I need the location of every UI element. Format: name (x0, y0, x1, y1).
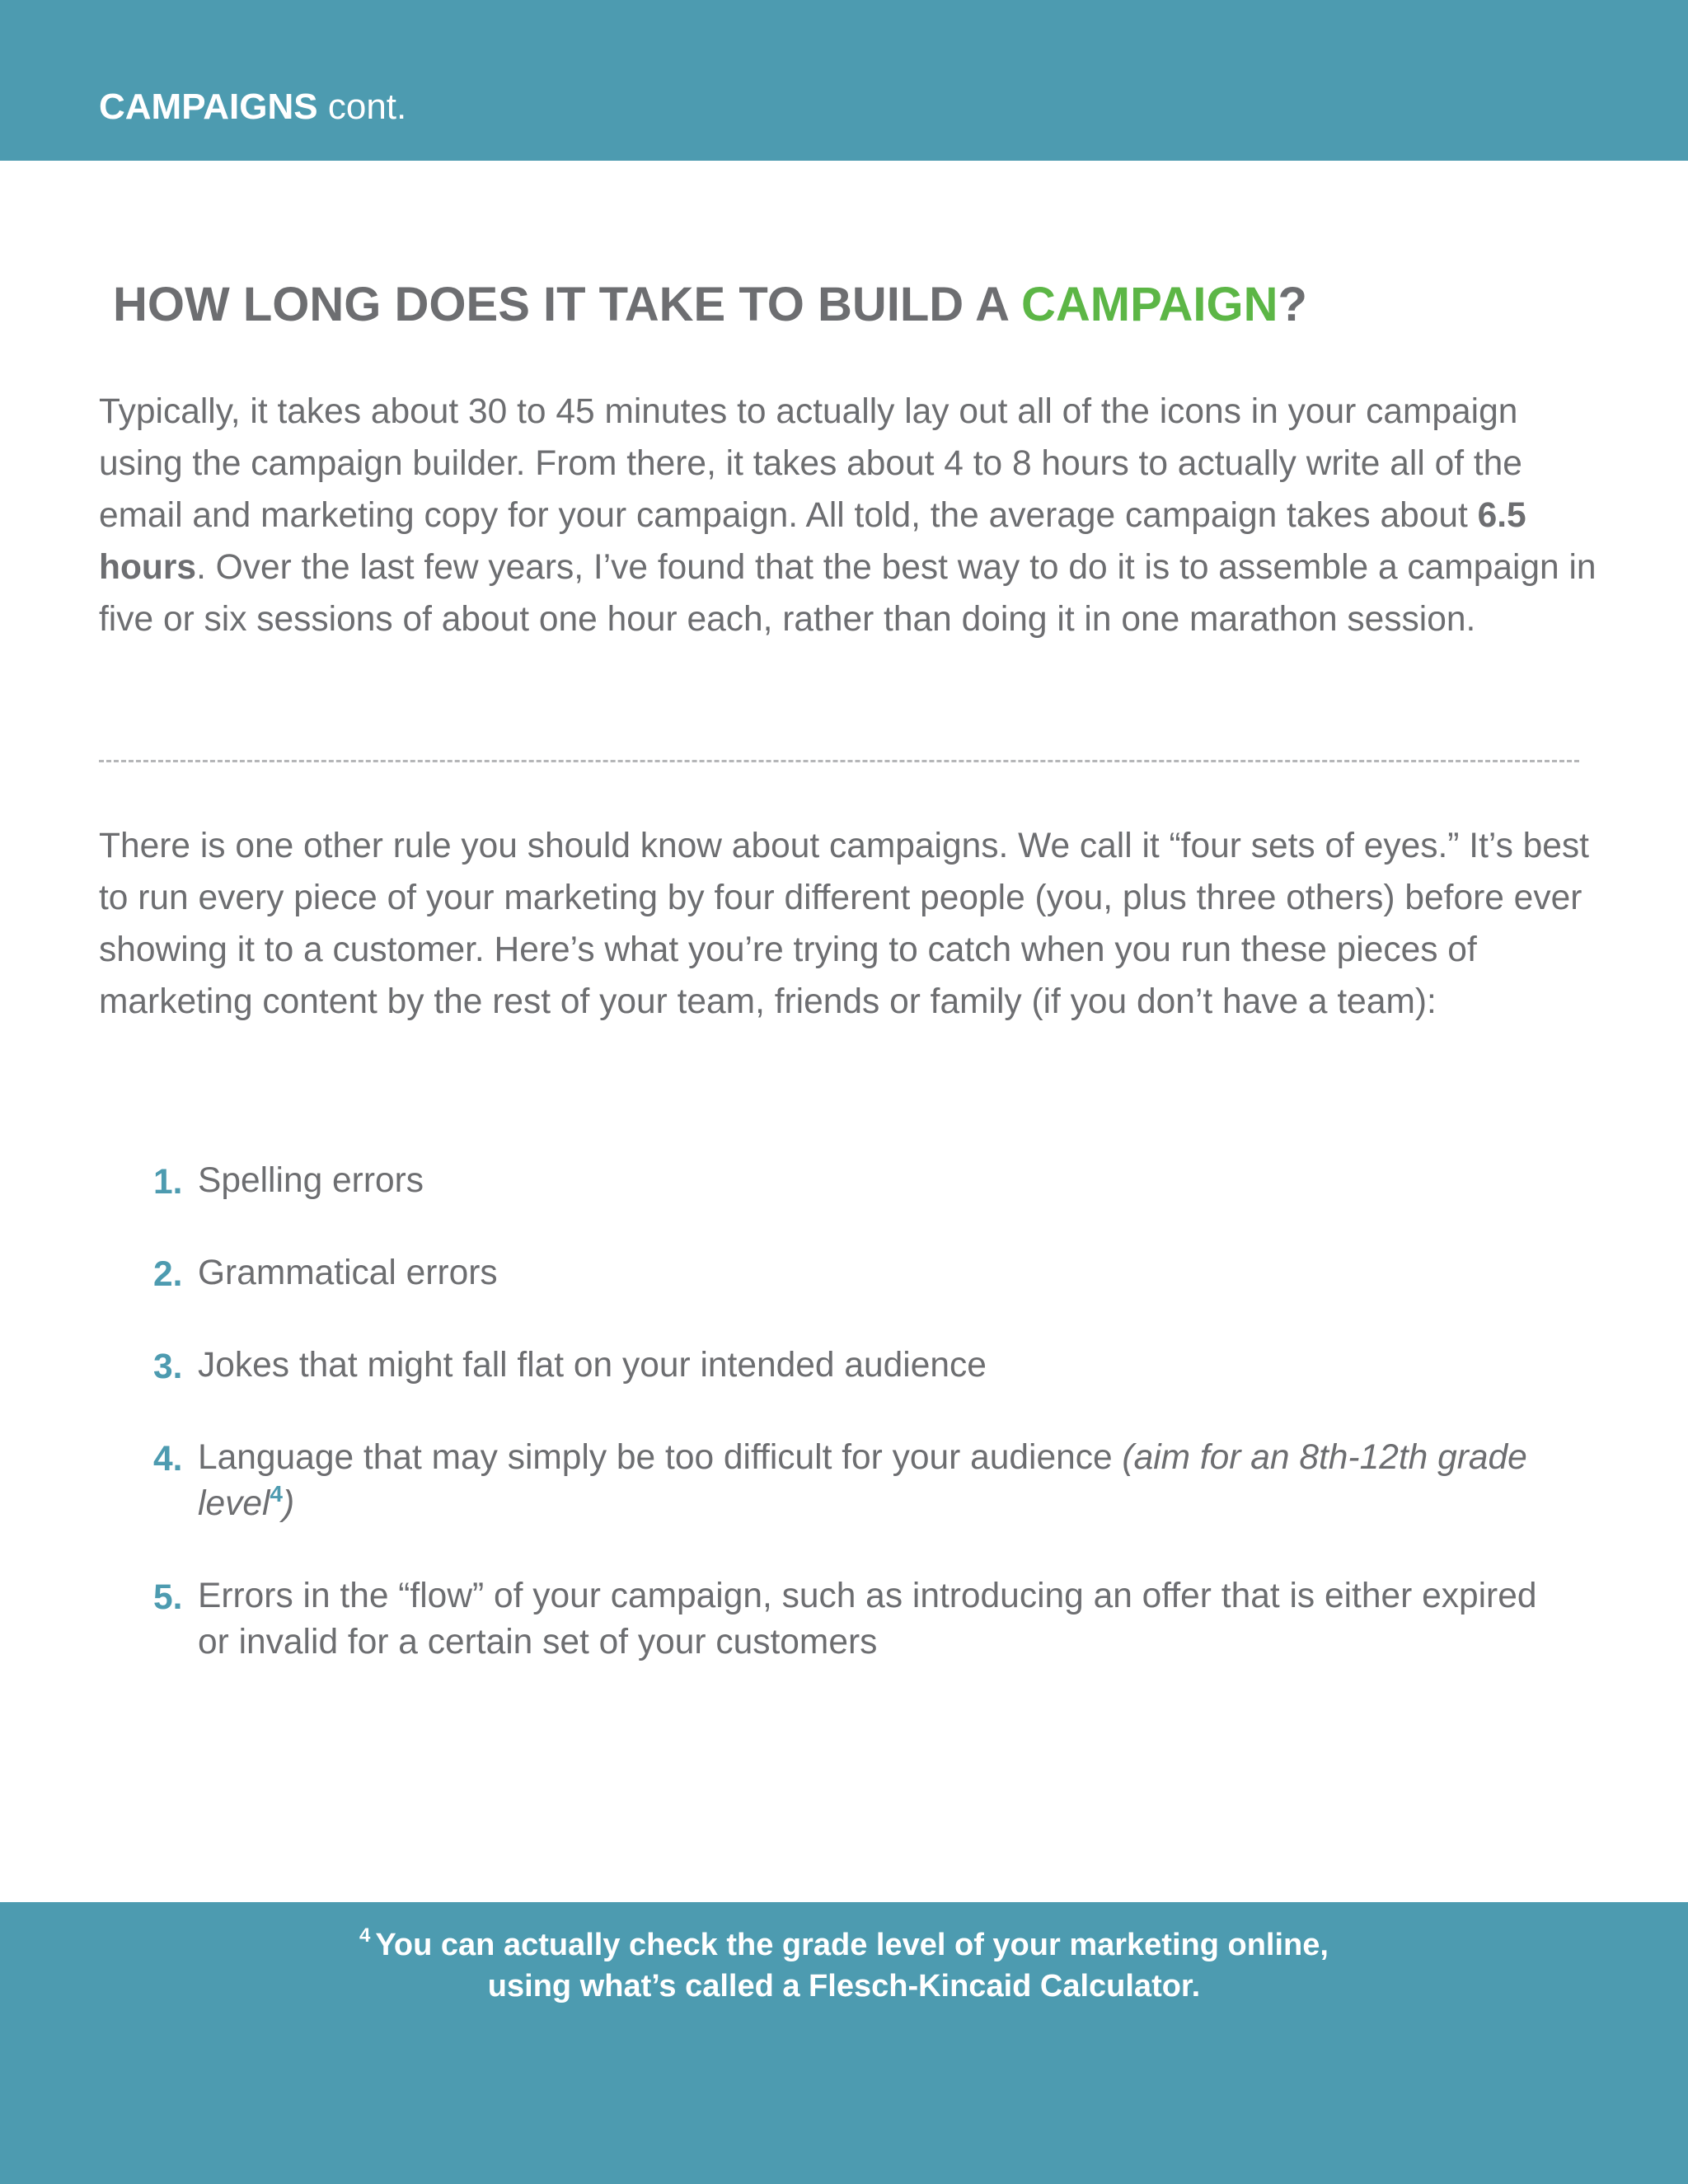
list-number: 5. (153, 1578, 183, 1617)
list-number: 3. (153, 1347, 183, 1386)
list-item (153, 1573, 1554, 1666)
footnote (0, 1924, 1688, 2007)
section-header (99, 80, 406, 134)
footnote-mark: 4 (359, 1924, 371, 1947)
list-number: 1. (153, 1163, 183, 1202)
intro-highlight: 6.5 hours (99, 496, 1526, 587)
list-item (153, 1250, 1554, 1296)
footnote-text-1: You can actually check the grade level of your marketing online, (375, 1928, 1329, 1962)
list-aside-close: ) (283, 1484, 295, 1523)
list-text: Grammatical errors (198, 1254, 498, 1292)
list-text: Language that may simply be too difficult for your audience (198, 1438, 1123, 1477)
section-header-strong: CAMPAIGNS (99, 87, 318, 127)
list-item (153, 1158, 1554, 1204)
list-text: Errors in the “flow” of your campaign, such as introducing an offer that is either expired or invalid for a certain set of your customers (198, 1577, 1537, 1661)
dashed-divider (99, 760, 1579, 762)
section-header-rest: cont. (317, 87, 407, 127)
page-title-main: HOW LONG DOES IT TAKE TO BUILD A (113, 278, 1021, 331)
list-item (153, 1343, 1554, 1389)
page-title-accent: CAMPAIGN (1020, 278, 1278, 331)
intro-text-end: . Over the last few years, I’ve found that the best way to do it is to assemble a campaign in five or six sessions of about one hour each, rather than doing it in one marathon session. (99, 548, 1597, 639)
page-title-end: ? (1278, 278, 1307, 331)
footnote-text-2: using what’s called a Flesch-Kincaid Calculator. (487, 1969, 1201, 2004)
footnote-line-1 (0, 1924, 1688, 1966)
list-aside-text: (aim for an 8th-12th grade level (198, 1438, 1527, 1523)
list-number: 2. (153, 1255, 183, 1294)
list-text: Jokes that might fall flat on your intended audience (198, 1346, 987, 1385)
page-title (113, 272, 1597, 338)
list-item (153, 1435, 1554, 1527)
intro-text-start: Typically, it takes about 30 to 45 minutes to actually lay out all of the icons in your campaign using the campaign builder. From there, it takes about 4 to 8 hours to actually write all of the email and marketing copy for your campaign. All told, the average campaign takes about (99, 392, 1522, 535)
footnote-reference[interactable]: 4 (270, 1481, 283, 1507)
list-text: Spelling errors (198, 1161, 424, 1200)
checklist (153, 1158, 1554, 1712)
list-number: 4. (153, 1440, 183, 1479)
rule-paragraph: There is one other rule you should know about campaigns. We call it “four sets of eyes.” It’s best to run every piece of your marketing by four different people (you, plus three others) before ever showing it to a customer. Here’s what you’re trying to catch when you run these pieces of marketing content by the rest of your team, friends or family (if you don’t have a team): (99, 827, 1589, 1021)
intro-paragraph (99, 386, 1607, 645)
